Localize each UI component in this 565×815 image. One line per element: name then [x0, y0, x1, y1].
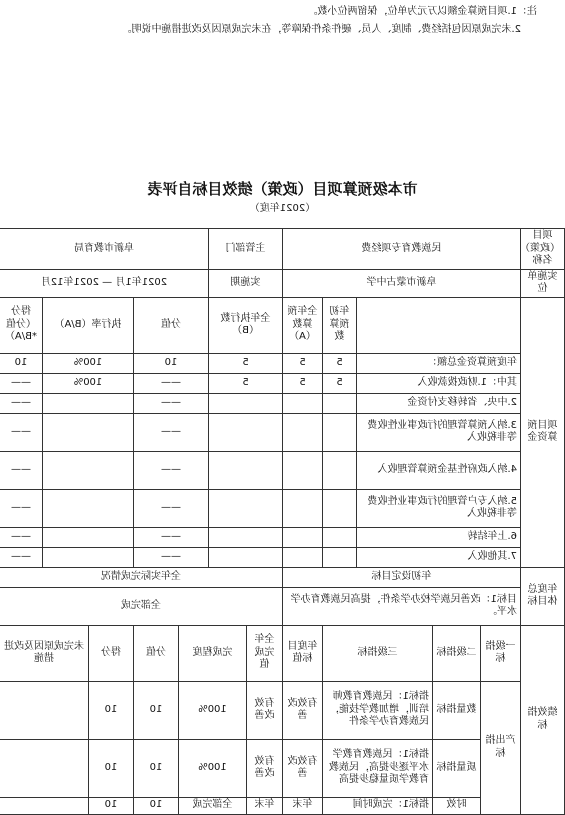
indicator-level3: 指标1：民族教育教学水平逐步提高，民族教育教学质量稳步提高 [323, 739, 433, 797]
project-name-value: 民族教育专项经费 [283, 229, 521, 270]
indicator-row [0, 681, 565, 739]
indicators-section-label: 绩效指标 [521, 625, 565, 814]
budget-row-initial: 5 [323, 373, 357, 393]
indicator-level2: 质量指标 [433, 739, 481, 797]
indicators-header-reason: 未完成原因及改进措施 [0, 625, 89, 681]
budget-row-exec [209, 393, 283, 413]
indicator-level3: 指标1：民族教育教师培训，增加教学技能，民族教育办学条件 [323, 681, 433, 739]
budget-row-score-value: —— [134, 413, 209, 451]
budget-row-score: —— [0, 527, 43, 547]
indicators-header-score-value: 分值 [134, 625, 179, 681]
budget-row-initial [323, 451, 357, 489]
goals-header-row [0, 567, 565, 587]
indicator-level2: 时效 [433, 797, 481, 814]
budget-row-initial: 5 [323, 353, 357, 373]
indicator-score-value: 10 [134, 797, 179, 814]
budget-header-initial: 年初预算数 [323, 297, 357, 353]
budget-row-exec-rate [43, 489, 134, 527]
indicator-actual: 年末 [247, 797, 283, 814]
indicator-row [0, 739, 565, 797]
budget-row-score: 10 [0, 353, 43, 373]
note-1: 注：1.项目预算金额以万元为单位，保留两位小数。 [307, 6, 537, 17]
budget-row [0, 547, 565, 567]
budget-row-score: —— [0, 413, 43, 451]
goals-section-label: 年度总体目标 [521, 567, 565, 625]
indicator-level3: 指标1：完成时间 [323, 797, 433, 814]
budget-header-exec-rate: 执行率（B/A） [43, 297, 134, 353]
budget-row-annual: 5 [283, 373, 323, 393]
goals-initial-header: 年初设定目标 [283, 567, 521, 587]
budget-row-label: 4.纳入政府性基金预算管理收入 [357, 451, 521, 489]
budget-row-score-value: —— [134, 527, 209, 547]
dept-value: 阜新市教育局 [0, 229, 209, 270]
budget-row-exec [209, 451, 283, 489]
budget-row [0, 527, 565, 547]
indicator-score-value: 10 [134, 739, 179, 797]
page-title: 市本级预算项目（政策）绩效目标自评表 [147, 180, 418, 198]
evaluation-table [0, 228, 565, 815]
period-value: 2021年1月 — 2021年12月 [0, 269, 209, 297]
info-row-1 [0, 229, 565, 270]
budget-row-exec-rate [43, 451, 134, 489]
budget-header-score: 得分（分值*B/A） [0, 297, 43, 353]
budget-row-label: 6.上年结转 [357, 527, 521, 547]
indicator-reason [0, 739, 89, 797]
indicator-score: 10 [89, 739, 134, 797]
indicator-target: 有效改善 [283, 681, 323, 739]
indicators-header-score: 得分 [89, 625, 134, 681]
budget-header-row [0, 297, 565, 353]
indicators-header-target: 年度目标值 [283, 625, 323, 681]
budget-row-label: 2.中央、省转移支付资金 [357, 393, 521, 413]
period-label: 实施期 [209, 269, 283, 297]
budget-row-score: —— [0, 393, 43, 413]
indicators-header-actual: 全年完成值 [247, 625, 283, 681]
budget-row-annual [283, 547, 323, 567]
indicator-reason [0, 681, 89, 739]
budget-row-score-value: —— [134, 547, 209, 567]
budget-row-label: 3.纳入预算管理的行政事业性收费等非税收入 [357, 413, 521, 451]
budget-row-exec [209, 489, 283, 527]
info-row-2 [0, 269, 565, 297]
budget-row-initial [323, 393, 357, 413]
budget-row-exec [209, 413, 283, 451]
indicators-header-row [0, 625, 565, 681]
budget-row-score: —— [0, 373, 43, 393]
budget-row-annual: 5 [283, 353, 323, 373]
budget-row-label: 5.纳入专户管理的行政事业性收费等非税收入 [357, 489, 521, 527]
budget-row-score-value: —— [134, 373, 209, 393]
budget-row-exec [209, 527, 283, 547]
budget-row-exec: 5 [209, 353, 283, 373]
unit-label: 实施单位 [521, 269, 565, 297]
budget-row-exec-rate: 100% [43, 353, 134, 373]
indicators-header-level1: 一级指标 [481, 625, 521, 681]
budget-row-label: 年度预算资金总额： [357, 353, 521, 373]
indicators-header-degree: 完成程度 [179, 625, 247, 681]
budget-header-score-value: 分值 [134, 297, 209, 353]
indicator-target: 年末 [283, 797, 323, 814]
budget-row-score: —— [0, 451, 43, 489]
budget-header-blank [357, 297, 521, 353]
budget-row [0, 413, 565, 451]
budget-row-annual [283, 527, 323, 547]
budget-row-annual [283, 451, 323, 489]
budget-row-annual [283, 413, 323, 451]
goals-actual-header: 全年实际完成情况 [0, 567, 283, 587]
budget-row-exec-rate [43, 547, 134, 567]
budget-row-label: 7.其他收入 [357, 547, 521, 567]
budget-row-score-value: —— [134, 451, 209, 489]
indicators-header-level2: 二级指标 [433, 625, 481, 681]
budget-row [0, 353, 565, 373]
budget-row-initial [323, 547, 357, 567]
budget-row-exec-rate: 100% [43, 373, 134, 393]
indicator-degree: 全部完成 [179, 797, 247, 814]
budget-row [0, 489, 565, 527]
indicator-level1: 产出指标 [481, 681, 521, 814]
indicator-row [0, 797, 565, 814]
budget-row-initial [323, 527, 357, 547]
budget-row-score-value: 10 [134, 353, 209, 373]
budget-row-exec [209, 547, 283, 567]
goals-actual-text: 全部完成 [0, 587, 283, 625]
indicator-score-value: 10 [134, 681, 179, 739]
project-name-label: 项目（政策）名称 [521, 229, 565, 270]
indicator-score: 10 [89, 797, 134, 814]
budget-row-score-value: —— [134, 393, 209, 413]
budget-row-annual [283, 489, 323, 527]
indicator-score: 10 [89, 681, 134, 739]
indicator-degree: 100% [179, 739, 247, 797]
budget-row-annual [283, 393, 323, 413]
note-2: 2.未完成原因包括经费、制度、人员、硬件条件保障等，在未完成原因及改进措施中说明。 [121, 24, 521, 35]
budget-row [0, 373, 565, 393]
budget-row [0, 393, 565, 413]
indicator-target: 有效改善 [283, 739, 323, 797]
budget-row-score-value: —— [134, 489, 209, 527]
budget-row-exec-rate [43, 527, 134, 547]
budget-row-score: —— [0, 489, 43, 527]
indicator-level2: 数量指标 [433, 681, 481, 739]
indicator-degree: 100% [179, 681, 247, 739]
page-subtitle: （2021年度） [249, 203, 316, 214]
budget-row-initial [323, 413, 357, 451]
indicators-header-level3: 三级指标 [323, 625, 433, 681]
indicator-actual: 有效改善 [247, 681, 283, 739]
indicator-reason [0, 797, 89, 814]
budget-header-exec: 全年执行数（B） [209, 297, 283, 353]
goals-content-row [0, 587, 565, 625]
budget-section-label: 项目预算资金 [521, 297, 565, 567]
budget-row [0, 451, 565, 489]
goals-initial-text: 目标1：改善民族学校办学条件，提高民族教育办学水平。 [283, 587, 521, 625]
dept-label: 主管部门 [209, 229, 283, 270]
budget-row-exec: 5 [209, 373, 283, 393]
indicator-actual: 有效改善 [247, 739, 283, 797]
budget-row-exec-rate [43, 413, 134, 451]
budget-row-initial [323, 489, 357, 527]
budget-row-exec-rate [43, 393, 134, 413]
budget-row-label: 其中：1.财政拨款收入 [357, 373, 521, 393]
budget-header-annual: 全年预算数（A） [283, 297, 323, 353]
budget-row-score: —— [0, 547, 43, 567]
unit-value: 阜新市蒙古中学 [283, 269, 521, 297]
